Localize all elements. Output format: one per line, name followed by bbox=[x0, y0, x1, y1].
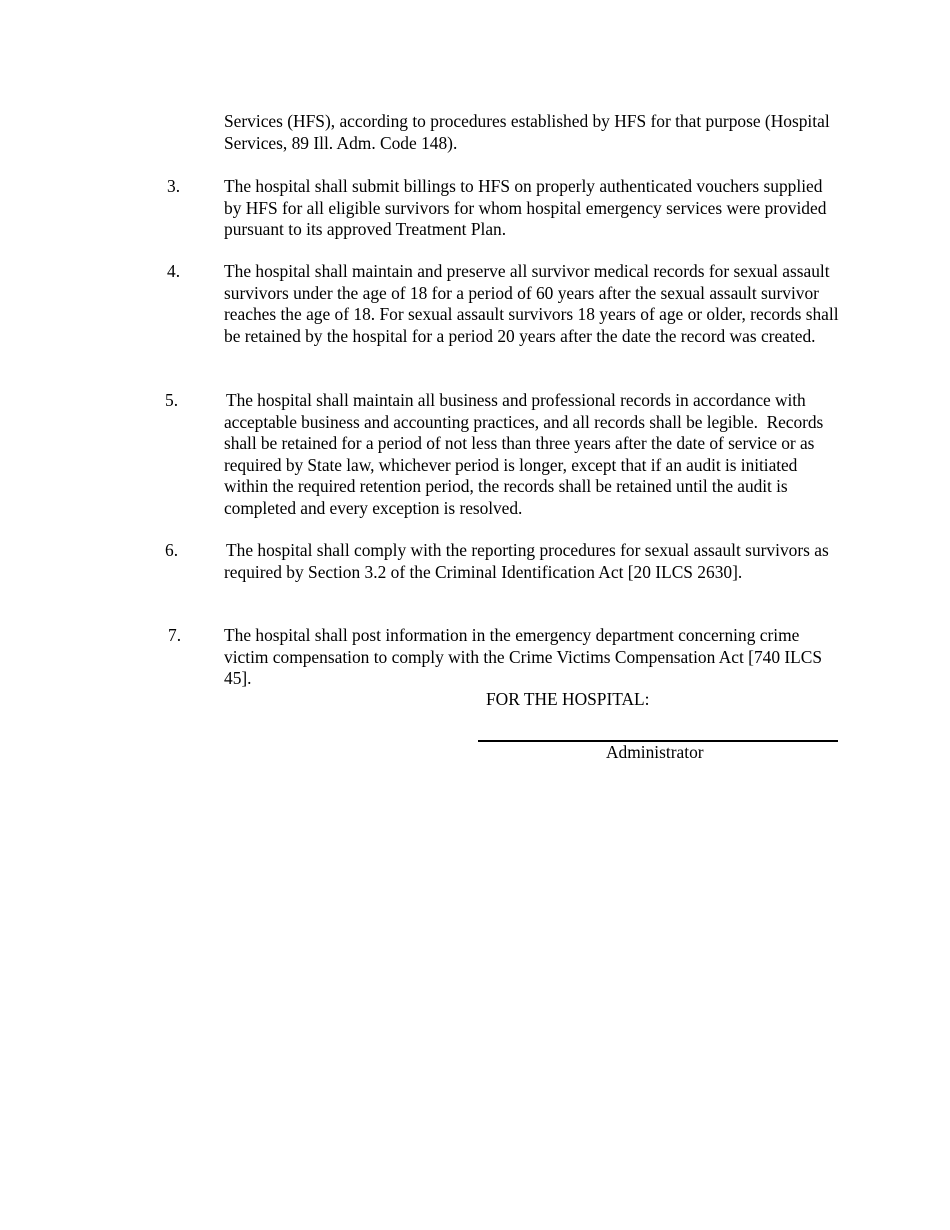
signature-heading: FOR THE HOSPITAL: bbox=[486, 689, 650, 709]
item-text: The hospital shall submit billings to HFS on properly authenticated vouchers supplied by HFS for all eligible survivors for whom hospital emergency services were provided pursuant to its approved Treatment Plan. bbox=[224, 176, 827, 240]
intro-paragraph: Services (HFS), according to procedures established by HFS for that purpose (Hospital Services, 89 Ill. Adm. Code 148). bbox=[224, 111, 830, 153]
item-text: The hospital shall post information in the emergency department concerning crime victim compensation to comply with the Crime Victims Compensation Act [740 ILCS 45]. bbox=[224, 625, 823, 689]
item-text: The hospital shall maintain and preserve all survivor medical records for sexual assault survivors under the age of 18 for a period of 60 years after the sexual assault survivor reaches the age of 18. For sexual assault survivors 18 years of age or older, records shall be retained by the hospital for a period 20 years after the date the record was created. bbox=[224, 261, 839, 346]
item-text: The hospital shall comply with the reporting procedures for sexual assault survivors as required by Section 3.2 of the Criminal Identification Act [20 ILCS 2630]. bbox=[224, 540, 829, 582]
item-number: 7. bbox=[168, 625, 182, 645]
item-number: 4. bbox=[167, 261, 181, 281]
item-number: 3. bbox=[167, 176, 181, 196]
signature-label: Administrator bbox=[606, 742, 704, 762]
signature-block bbox=[478, 689, 840, 769]
item-number: 5. bbox=[165, 390, 179, 410]
item-text: The hospital shall maintain all business and professional records in accordance with acceptable business and accounting practices, and all records shall be legible. Records shall be retained for a period of not less than three years after the date of service or as required by State law, whichever period is longer, except that if an audit is initiated within the required retention period, the records shall be retained until the audit is completed and every exception is resolved. bbox=[224, 390, 828, 518]
item-number: 6. bbox=[165, 540, 179, 560]
